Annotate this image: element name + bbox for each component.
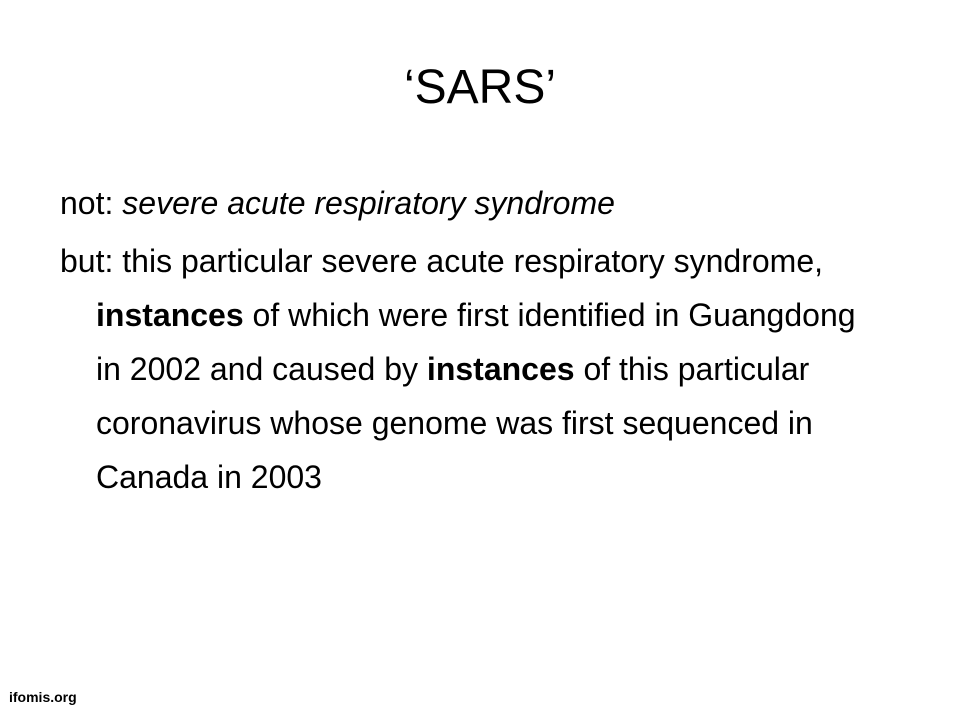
but-definition-line xyxy=(60,234,880,504)
but-text-part-3: of this particular coronavirus whose genome was first sequenced in Canada in 2003 xyxy=(96,351,813,495)
instances-bold-1: instances xyxy=(96,297,244,333)
but-text-part-2: of which were first identified in Guangdong in 2002 and caused by xyxy=(96,297,856,387)
instances-bold-2: instances xyxy=(426,351,575,387)
footer-site-label: ifomis.org xyxy=(9,689,77,705)
slide-title: ‘SARS’ xyxy=(403,61,557,114)
not-prefix: not: xyxy=(60,185,123,221)
slide-body xyxy=(60,176,880,504)
not-definition-line xyxy=(60,176,880,230)
but-text-part-1: but: this particular severe acute respiratory syndrome, xyxy=(60,243,823,279)
not-definition-italic: severe acute respiratory syndrome xyxy=(122,185,615,221)
